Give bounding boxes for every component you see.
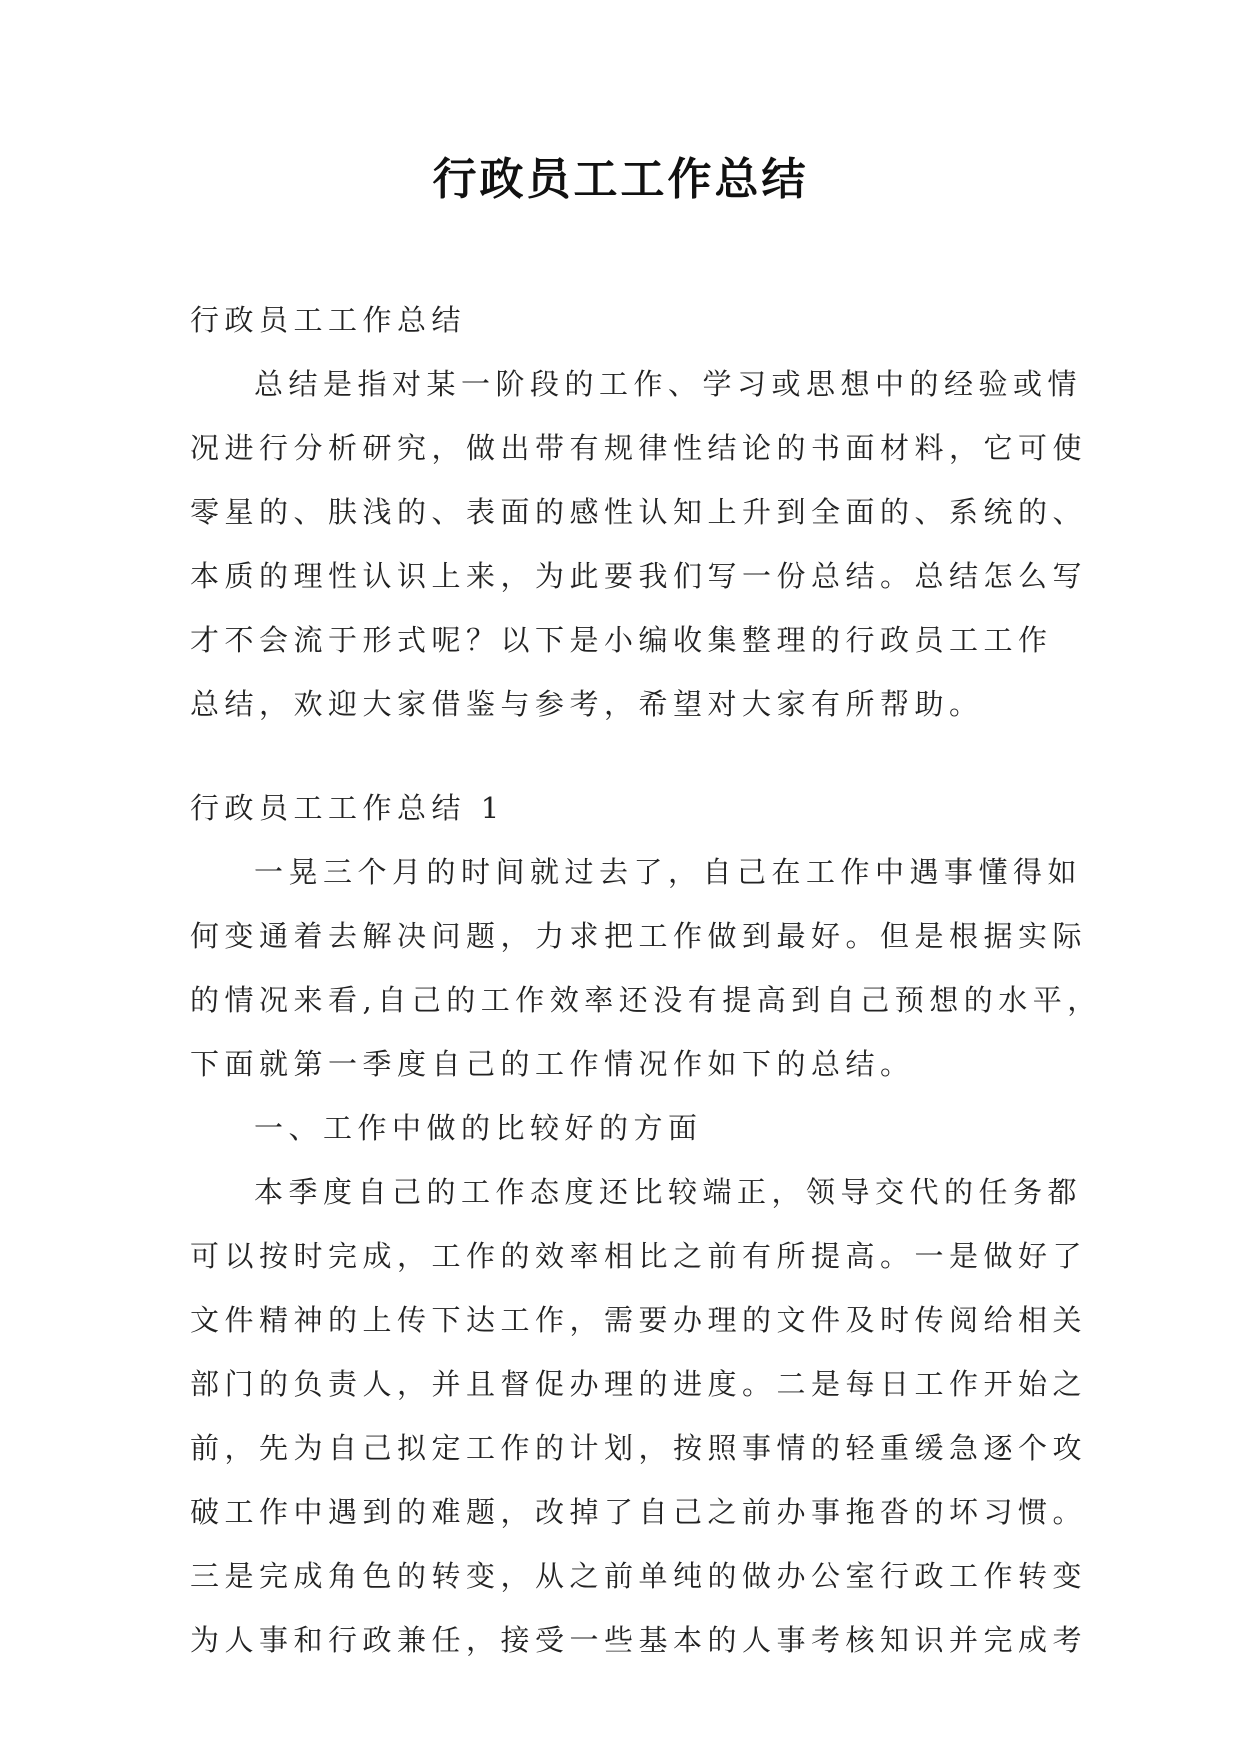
paragraph-line: 本季度自己的工作态度还比较端正，领导交代的任务都 [254, 1175, 1083, 1209]
paragraph-line: 破工作中遇到的难题，改掉了自己之前办事拖沓的坏习惯。 [190, 1495, 1088, 1529]
paragraph-line: 何变通着去解决问题，力求把工作做到最好。但是根据实际 [190, 919, 1088, 953]
paragraph-line: 三是完成角色的转变，从之前单纯的做办公室行政工作转变 [190, 1559, 1088, 1593]
intro-line: 本质的理性认识上来，为此要我们写一份总结。总结怎么写 [190, 559, 1088, 593]
subheading: 一、工作中做的比较好的方面 [254, 1111, 703, 1145]
intro-line: 零星的、肤浅的、表面的感性认知上升到全面的、系统的、 [190, 495, 1088, 529]
paragraph-line: 部门的负责人，并且督促办理的进度。二是每日工作开始之 [190, 1367, 1088, 1401]
paragraph-gap [190, 736, 1070, 776]
paragraph-line: 一晃三个月的时间就过去了，自己在工作中遇事懂得如 [254, 855, 1083, 889]
paragraph-line: 前，先为自己拟定工作的计划，按照事情的轻重缓急逐个攻 [190, 1431, 1088, 1465]
document-title: 行政员工工作总结 [432, 154, 809, 205]
intro-line: 才不会流于形式呢？以下是小编收集整理的行政员工工作 [190, 623, 1053, 657]
paragraph-line: 为人事和行政兼任，接受一些基本的人事考核知识并完成考 [190, 1623, 1088, 1657]
paragraph-line: 文件精神的上传下达工作，需要办理的文件及时传阅给相关 [190, 1303, 1088, 1337]
intro-line: 总结是指对某一阶段的工作、学习或思想中的经验或情 [254, 367, 1083, 401]
paragraph-line: 可以按时完成，工作的效率相比之前有所提高。一是做好了 [190, 1239, 1088, 1273]
intro-line: 况进行分析研究，做出带有规律性结论的书面材料，它可使 [190, 431, 1088, 465]
paragraph-line: 的情况来看,自己的工作效率还没有提高到自己预想的水平， [190, 983, 1102, 1017]
intro-heading: 行政员工工作总结 [190, 303, 467, 337]
section-heading: 行政员工工作总结 1 [190, 791, 505, 825]
paragraph-line: 下面就第一季度自己的工作情况作如下的总结。 [190, 1047, 915, 1081]
intro-line: 总结，欢迎大家借鉴与参考，希望对大家有所帮助。 [190, 687, 984, 721]
document-body [190, 288, 1102, 1672]
